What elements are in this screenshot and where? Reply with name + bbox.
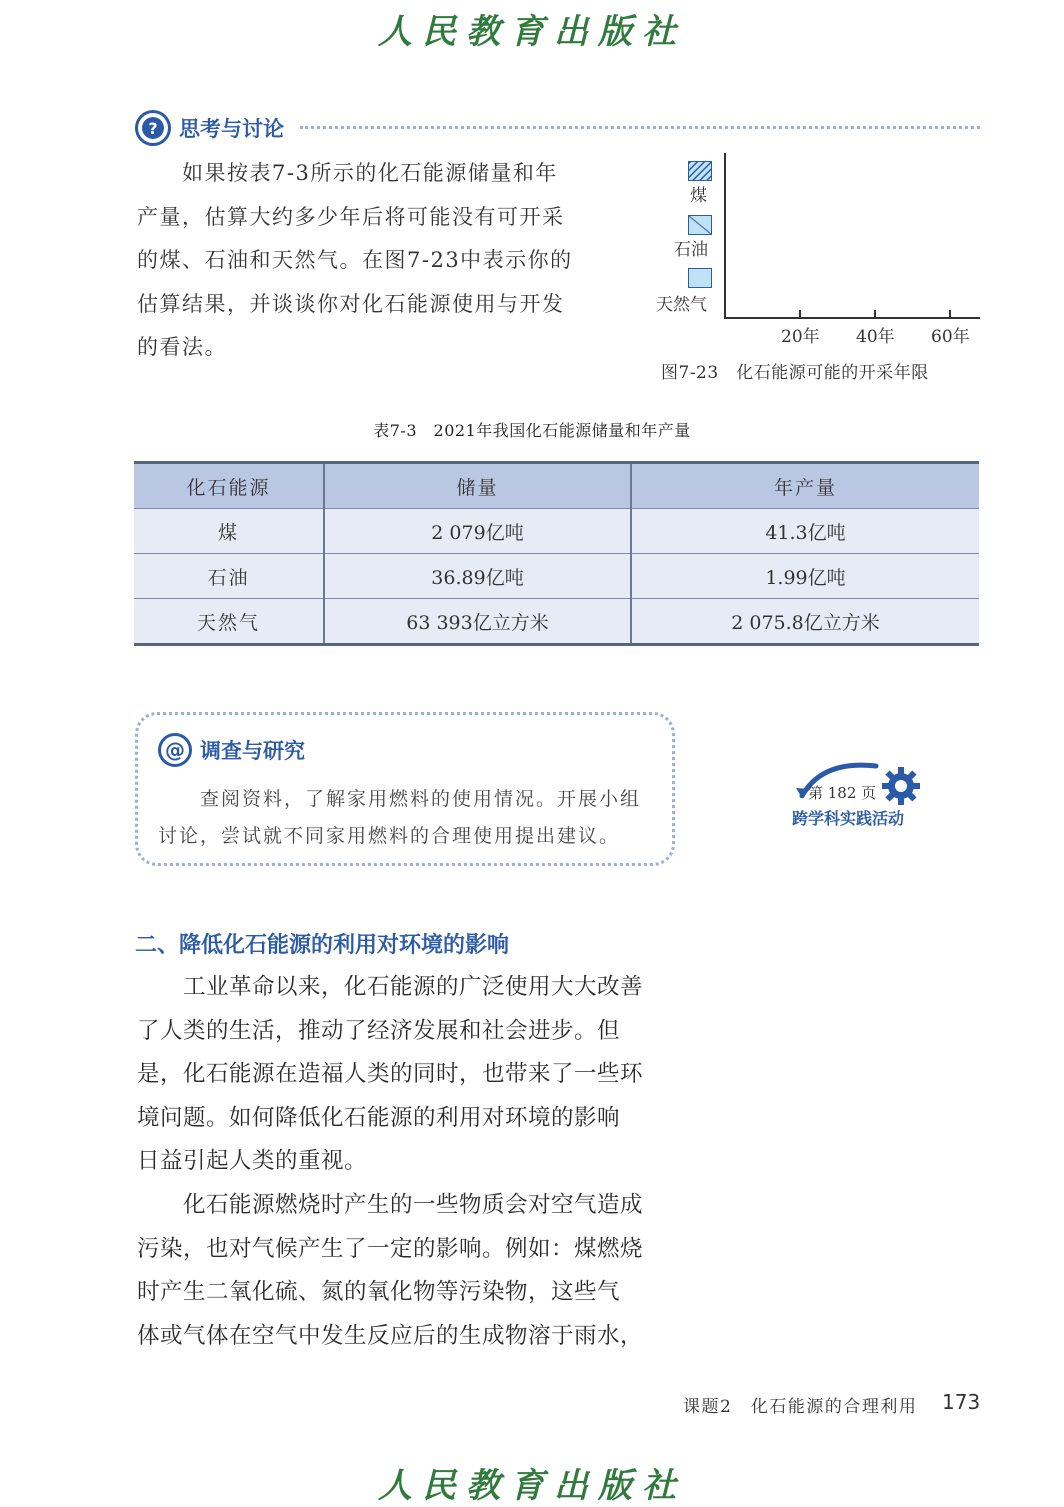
legend-label-oil: 石油	[674, 240, 708, 260]
question-icon: ?	[135, 110, 171, 146]
think-line: 估算结果，并谈谈你对化石能源使用与开发	[137, 291, 565, 316]
xref-activity-label: 跨学科实践活动	[792, 809, 905, 828]
tick-label: 60年	[931, 327, 970, 347]
think-discuss-title: 思考与讨论	[179, 117, 284, 141]
legend-label-coal: 煤	[690, 186, 707, 206]
legend-swatch-gas	[688, 268, 712, 288]
table-row	[134, 509, 979, 554]
tick-mark	[874, 310, 876, 318]
think-line: 如果按表7-3所示的化石能源储量和年	[137, 161, 558, 185]
table-row	[134, 599, 979, 645]
section-paragraph-1	[137, 966, 685, 1184]
xref-page-label: 第 182 页	[808, 784, 877, 802]
table-cell: 36.89亿吨	[324, 554, 631, 599]
research-line: 讨论，尝试就不同家用燃料的合理使用提出建议。	[158, 825, 621, 847]
figure-y-axis	[724, 153, 726, 318]
legend-swatch-coal	[688, 161, 712, 181]
table-row	[134, 554, 979, 599]
think-discuss-text	[137, 152, 617, 370]
research-title: 调查与研究	[200, 739, 305, 763]
body-line: 时产生二氧化硫、氮的氧化物等污染物，这些气	[137, 1279, 621, 1305]
table-cell: 2 075.8亿立方米	[631, 599, 979, 645]
table-cell: 41.3亿吨	[631, 509, 979, 554]
figure-x-axis	[724, 317, 980, 319]
think-discuss-heading	[135, 110, 284, 146]
table-cell: 1.99亿吨	[631, 554, 979, 599]
publisher-logo-top: 人民教育出版社	[378, 12, 686, 52]
research-heading	[158, 733, 305, 767]
body-line: 是，化石能源在造福人类的同时，也带来了一些环	[137, 1061, 644, 1087]
table-header-row	[134, 463, 979, 509]
column-header: 储量	[324, 463, 631, 509]
tick-label: 40年	[856, 327, 895, 347]
body-line: 污染，也对气候产生了一定的影响。例如：煤燃烧	[137, 1235, 644, 1262]
research-text	[158, 781, 658, 855]
body-line: 了人类的生活，推动了经济发展和社会进步。但	[137, 1017, 621, 1044]
heading-dotted-rule	[300, 126, 980, 129]
tick-label: 20年	[781, 327, 820, 347]
research-line: 查阅资料，了解家用燃料的使用情况。开展小组	[158, 788, 642, 810]
tick-mark	[799, 310, 801, 318]
gear-icon	[881, 766, 921, 806]
figure-caption: 图7-23 化石能源可能的开采年限	[661, 363, 929, 383]
table-caption: 表7-3 2021年我国化石能源储量和年产量	[373, 421, 691, 440]
think-line: 产量，估算大约多少年后将可能没有可开采	[137, 204, 565, 229]
page-number: 173	[942, 1390, 981, 1414]
section-paragraph-2	[137, 1184, 685, 1358]
publisher-logo-bottom: 人民教育出版社	[378, 1466, 686, 1506]
legend-label-gas: 天然气	[656, 295, 707, 315]
body-line: 境问题。如何降低化石能源的利用对环境的影响	[137, 1104, 621, 1131]
section-title: 二、降低化石能源的利用对环境的影响	[135, 933, 510, 958]
body-line: 工业革命以来，化石能源的广泛使用大大改善	[137, 974, 644, 1000]
body-line: 日益引起人类的重视。	[137, 1148, 368, 1174]
energy-table	[134, 461, 979, 646]
table-cell: 煤	[217, 521, 239, 544]
research-box	[135, 712, 675, 866]
running-footer: 课题2 化石能源的合理利用	[683, 1397, 918, 1417]
table-cell: 天然气	[196, 611, 260, 634]
tick-mark	[949, 310, 951, 318]
column-header: 年产量	[631, 463, 979, 509]
at-icon: @	[158, 733, 192, 767]
think-line: 的煤、石油和天然气。在图7-23中表示你的	[137, 248, 573, 272]
table-cell: 石油	[207, 566, 250, 589]
table-cell: 2 079亿吨	[324, 509, 631, 554]
table-cell: 63 393亿立方米	[324, 599, 631, 645]
body-line: 化石能源燃烧时产生的一些物质会对空气造成	[137, 1192, 644, 1218]
body-line: 体或气体在空气中发生反应后的生成物溶于雨水，	[137, 1322, 644, 1349]
column-header: 化石能源	[186, 476, 271, 499]
think-line: 的看法。	[137, 335, 227, 359]
legend-swatch-oil	[688, 215, 712, 235]
